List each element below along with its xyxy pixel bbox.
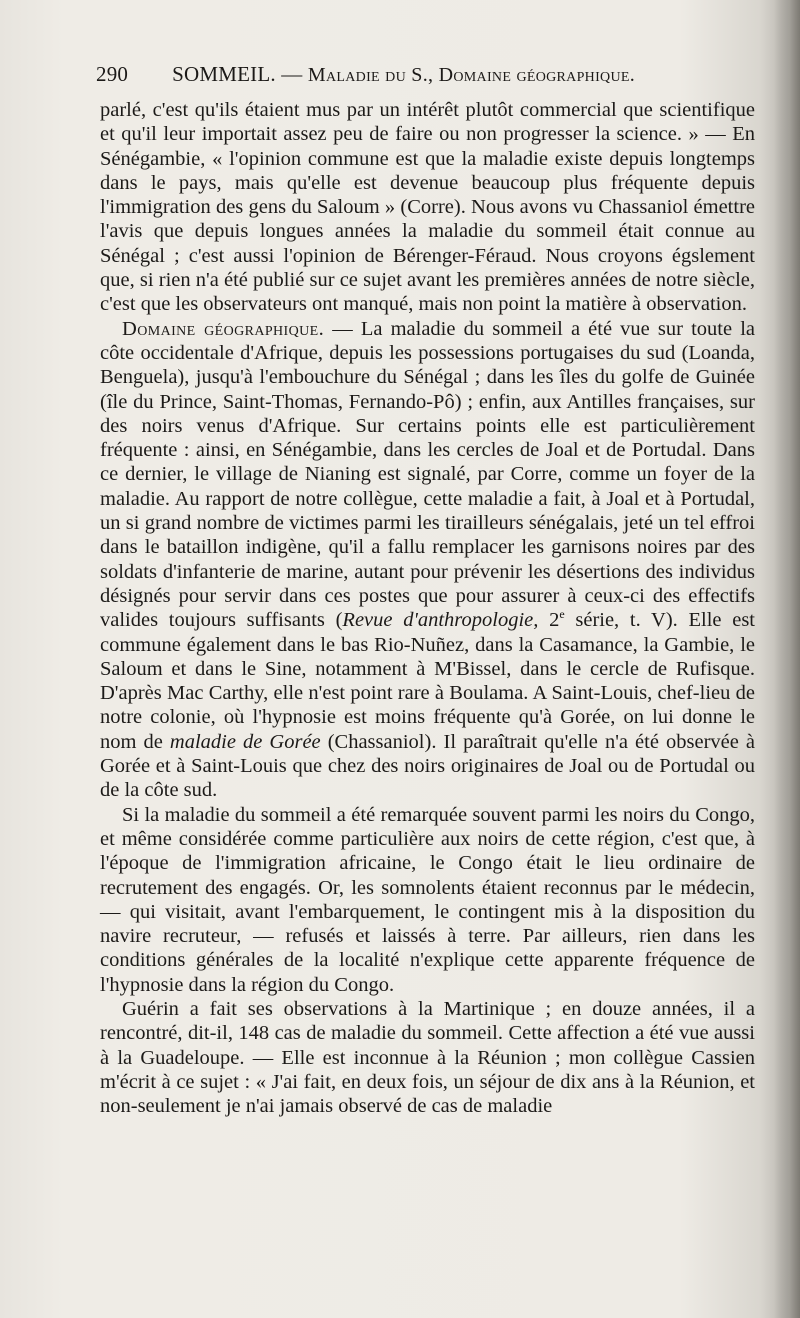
paragraph-3: Si la maladie du sommeil a été remarquée souvent parmi les noirs du Congo, et même considérée comme particulière aux noirs de cette région, c'est que, à l'époque de l'immigration africaine, le Congo était le lieu ordinaire de recrutement des engagés. Or, les somnolents étaient reconnus par le médecin, — qui visitait, avant l'embarquement, le contingent mis à la disposition du navire recruteur, — refusés et laissés à terre. Par ailleurs, rien dans les conditions générales de la localité n'explique cette apparente fréquence de l'hypnosie dans la région du Congo. — [100, 803, 755, 996]
paragraph-2 — [100, 317, 755, 803]
section-heading: Domaine géographique. — [122, 317, 325, 340]
journal-title: Revue d'anthropologie, — [342, 609, 539, 632]
body-text — [100, 98, 755, 1118]
disease-name-italic: maladie de Gorée — [169, 730, 321, 753]
paragraph-2-part-c: (Chassaniol). Il paraîtrait qu'elle n'a été observée à Gorée et à Saint-Louis que chez des noirs originaires de Joal ou de Portudal ou de la côte sud. — [100, 730, 755, 802]
paragraph-2-part-b: série, t. V). Elle est commune également dans le bas Rio-Nuñez, dans la Casamance, la Gambie, le Saloum et dans le Sine, notamment à M'Bissel, dans le cercle de Rufisque. D'après Mac Carthy, elle n'est point rare à Boulama. A Saint-Louis, chef-lieu de notre colonie, où l'hypnosie est moins fréquente qu'à Gorée, on lui donne le nom de — [100, 609, 756, 753]
paragraph-1: parlé, c'est qu'ils étaient mus par un intérêt plutôt commercial que scientifique et qu'il leur importait assez peu de faire ou non progresser la science. » — En Sénégambie, « l'opinion commune est que la maladie existe depuis longtemps dans le pays, mais qu'elle est devenue beaucoup plus fréquente depuis l'immigration des gens du Saloum » (Corre). Nous avons vu Chassaniol émettre l'avis que depuis longues années la maladie du sommeil était connue au Sénégal ; c'est aussi l'opinion de Bérenger-Féraud. Nous croyons égslement que, si rien n'a été publié sur ce sujet avant les premières années de notre siècle, c'est que les observateurs ont manqué, mais non point la matière à observation. — [100, 99, 755, 316]
running-title-main: SOMMEIL. — — [172, 62, 308, 86]
superscript-e: e — [559, 607, 565, 622]
running-header — [96, 62, 756, 92]
page-edge-shadow — [774, 0, 800, 1318]
running-title-sub: Maladie du S., Domaine géographique. — [307, 64, 636, 86]
page-number: 290 — [96, 62, 129, 86]
paragraph-2-part-a: — La maladie du sommeil a été vue sur toute la côte occidentale d'Afrique, depuis les possessions portugaises du sud (Loanda, Benguela), jusqu'à l'embouchure du Sénégal ; dans les îles du golfe de Guinée (île du Prince, Saint-Thomas, Fernando-Pô) ; enfin, aux Antilles françaises, sur des noirs venus d'Afrique. Sur certains points elle est particulièrement fréquente : ainsi, en Sénégambie, dans les cercles de Joal et de Portudal. Dans ce dernier, le village de Nianing est signalé, par Corre, comme un foyer de la maladie. Au rapport de notre collègue, cette maladie a fait, à Joal et à Portudal, un si grand nombre de victimes parmi les tirailleurs sénégalais, jeté un tel effroi dans le bataillon indigène, qu'il a fallu remplacer les garnisons noires par des soldats d'infanterie de marine, autant pour prévenir les désertions des individus désignés pour servir dans ces postes que pour assurer à ceux-ci des effectifs valides toujours suffisants ( — [100, 317, 755, 632]
paragraph-4: Guérin a fait ses observations à la Martinique ; en douze années, il a rencontré, dit-il, 148 cas de maladie du sommeil. Cette affection a été vue aussi à la Guadeloupe. — Elle est inconnue à la Réunion ; mon collègue Cassien m'écrit à ce sujet : « J'ai fait, en deux fois, un séjour de dix ans à la Réunion, et non-seulement je n'ai jamais observé de cas de maladie — [100, 997, 755, 1118]
paragraph-2-series-number: 2 — [538, 609, 560, 632]
